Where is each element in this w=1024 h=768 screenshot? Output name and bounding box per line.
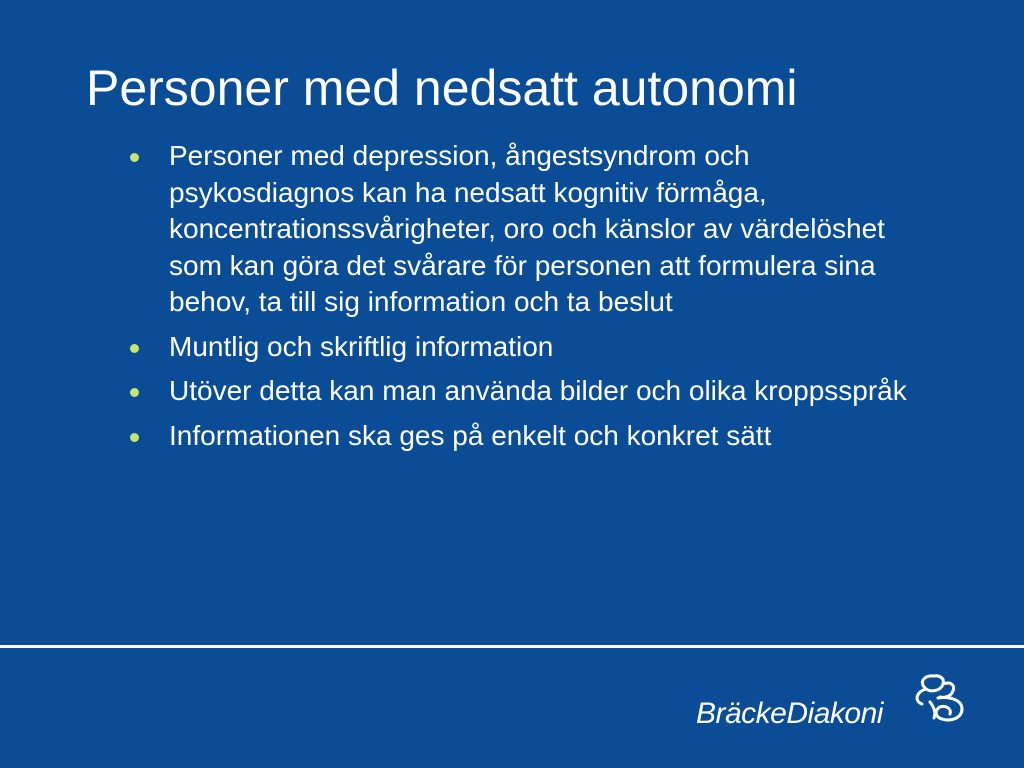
divider-line xyxy=(0,645,1024,648)
bullet-item xyxy=(130,418,920,455)
bullet-dot-icon xyxy=(130,153,139,162)
bullet-item xyxy=(130,138,920,321)
bullet-text: Personer med depression, ångestsyndrom och psykosdiagnos kan ha nedsatt kognitiv förmåga, koncentrationssvårigheter, oro och känslor av värdelöshet som kan göra det svårare för personen att formulera sina behov, ta till sig information och ta beslut xyxy=(169,140,885,317)
bullet-text: Utöver detta kan man använda bilder och olika kroppsspråk xyxy=(169,375,907,406)
bullet-dot-icon xyxy=(130,388,139,397)
bracke-diakoni-logo xyxy=(696,670,976,730)
bracke-diakoni-logo-icon xyxy=(904,672,970,728)
bullet-text: Muntlig och skriftlig information xyxy=(169,330,554,362)
slide-title: Personer med nedsatt autonomi xyxy=(86,60,798,116)
bullet-item xyxy=(130,329,920,366)
logo-text: BräckeDiakoni xyxy=(696,697,883,730)
bullet-item xyxy=(130,373,920,410)
bullet-text: Informationen ska ges på enkelt och konkret sätt xyxy=(169,419,772,451)
bullet-dot-icon xyxy=(130,344,139,353)
bullet-dot-icon xyxy=(130,433,139,442)
bullet-list xyxy=(130,138,920,462)
